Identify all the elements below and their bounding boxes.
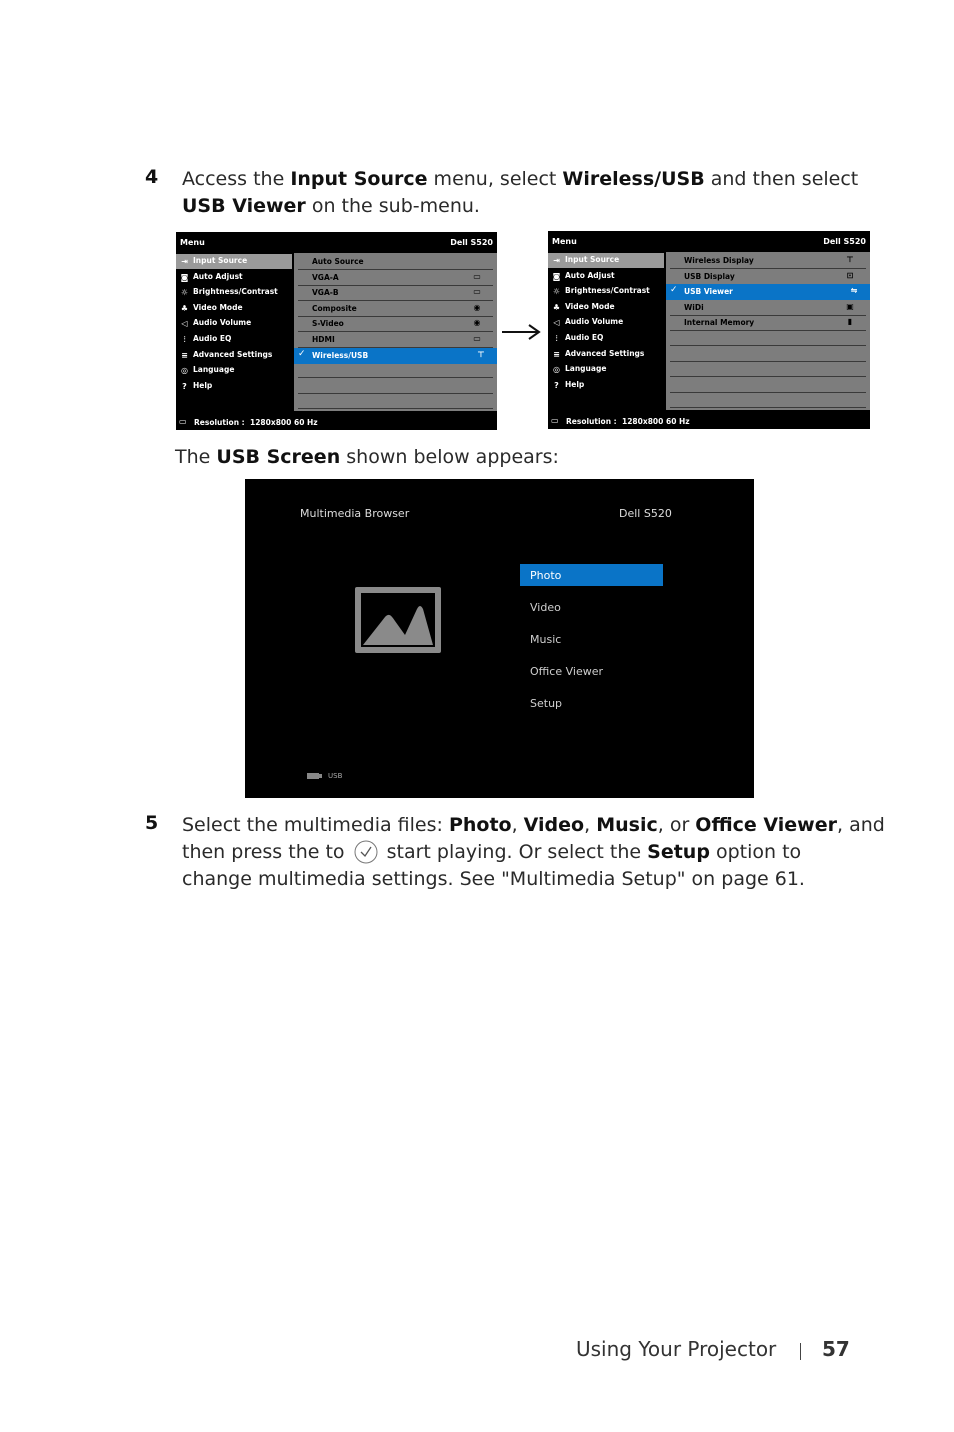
osd-submenu-item-label: S-Video — [312, 319, 344, 329]
step-number: 4 — [145, 166, 159, 188]
osd-submenu-item-label: USB Viewer — [684, 287, 733, 297]
equalizer-icon: ⫶ — [183, 335, 186, 344]
usb-option-video[interactable] — [520, 596, 663, 618]
osd-header — [176, 232, 497, 252]
advanced-settings-icon: ≡ — [181, 350, 188, 360]
internal-memory-icon: ▮ — [847, 317, 853, 327]
osd-submenu-item-label: Auto Source — [312, 257, 364, 266]
resolution-label: Resolution : — [566, 417, 617, 426]
usb-option-label: Video — [530, 601, 561, 614]
osd-submenu-item-label: VGA-B — [312, 288, 339, 298]
osd-menu-item-label: Audio EQ — [193, 334, 232, 343]
osd-submenu-item[interactable] — [298, 285, 493, 301]
osd-menu-item[interactable] — [176, 316, 292, 331]
brightness-icon: ☼ — [552, 287, 561, 297]
resolution-icon: ▭ — [551, 416, 559, 425]
usb-drive-icon — [307, 772, 323, 780]
svideo-port-icon: ◉ — [473, 318, 481, 328]
osd-model-label: Dell S520 — [823, 237, 866, 246]
step4-line1: Access the Input Source menu, select Wireless/USB and then select — [182, 168, 859, 190]
osd-submenu-item-label: VGA-A — [312, 272, 339, 282]
osd-menu-item-label: Input Source — [193, 256, 248, 265]
checkmark-icon: ✓ — [298, 348, 306, 359]
osd-menu-item[interactable] — [548, 331, 664, 346]
osd-submenu-item[interactable] — [298, 316, 493, 332]
osd-footer — [548, 411, 870, 429]
osd-submenu-empty-row — [298, 377, 493, 378]
checkmark-icon: ✓ — [670, 285, 678, 296]
vga-port-icon: ▭ — [473, 271, 481, 281]
composite-port-icon: ◉ — [473, 302, 481, 312]
help-icon: ? — [182, 381, 187, 391]
osd-menu-item[interactable] — [176, 332, 292, 347]
osd-submenu-item-label: Internal Memory — [684, 318, 755, 328]
osd-menu-label: Menu — [552, 237, 577, 246]
input-source-icon: ⇥ — [553, 256, 560, 265]
osd-menu-wireless-usb — [548, 231, 870, 429]
projector-model: Dell S520 — [619, 507, 672, 520]
footer-section-title: Using Your Projector — [576, 1337, 777, 1361]
osd-menu-item-label: Advanced Settings — [565, 348, 645, 358]
osd-menu-item-label: Language — [193, 365, 235, 375]
osd-sub-menu — [294, 253, 497, 411]
usb-option-setup[interactable] — [520, 692, 663, 714]
usb-source-label: USB — [328, 772, 343, 780]
osd-submenu-item-label: Wireless/USB — [312, 350, 369, 360]
osd-menu-item-label: Audio Volume — [193, 318, 252, 328]
vga-port-icon: ▭ — [473, 287, 481, 297]
osd-submenu-item-label: USB Display — [684, 271, 735, 281]
osd-menu-input-source — [176, 232, 497, 430]
usb-option-photo[interactable] — [520, 564, 663, 586]
osd-menu-item[interactable] — [176, 348, 292, 363]
video-mode-icon: ♣ — [180, 303, 189, 313]
osd-footer — [176, 412, 497, 430]
speaker-icon: ◁ — [553, 318, 560, 328]
auto-adjust-icon: ◙ — [180, 272, 189, 282]
equalizer-icon: ⫶ — [555, 334, 558, 343]
hdmi-port-icon: ▭ — [473, 334, 481, 343]
page-number: 57 — [822, 1337, 850, 1361]
osd-submenu-item[interactable] — [298, 254, 493, 270]
usb-screen — [245, 479, 754, 798]
step5-line2: then press the to start playing. Or select the Setup option to — [182, 841, 802, 863]
osd-menu-label: Menu — [180, 238, 205, 247]
osd-menu-item-label: Video Mode — [565, 301, 615, 311]
resolution-value: 1280x800 60 Hz — [622, 417, 690, 426]
osd-submenu-item[interactable] — [298, 270, 493, 286]
osd-menu-item[interactable] — [176, 270, 292, 285]
wireless-antenna-icon: ⊤ — [477, 349, 485, 359]
osd-menu-item[interactable] — [176, 254, 292, 269]
osd-menu-item[interactable] — [548, 362, 664, 377]
osd-submenu-item[interactable] — [666, 284, 870, 300]
osd-submenu-item-label: Wireless Display — [684, 256, 754, 265]
osd-submenu-item[interactable] — [670, 300, 866, 316]
osd-submenu-item[interactable] — [294, 348, 497, 364]
osd-submenu-item[interactable] — [298, 332, 493, 348]
osd-main-menu — [176, 253, 292, 411]
osd-main-menu — [548, 252, 664, 410]
osd-menu-item-label: Video Mode — [193, 302, 243, 312]
osd-menu-item[interactable] — [176, 379, 292, 394]
osd-submenu-item-label: HDMI — [312, 335, 335, 344]
osd-submenu-item[interactable] — [670, 315, 866, 331]
osd-submenu-empty-row — [298, 408, 493, 409]
osd-submenu-empty-row — [670, 392, 866, 393]
osd-menu-item-label: Brightness/Contrast — [565, 286, 650, 296]
osd-menu-item-label: Auto Adjust — [565, 270, 615, 280]
footer-divider — [800, 1343, 801, 1360]
osd-menu-item-label: Auto Adjust — [193, 271, 243, 281]
osd-menu-item-label: Advanced Settings — [193, 349, 273, 359]
input-source-icon: ⇥ — [181, 257, 188, 266]
osd-submenu-item[interactable] — [298, 301, 493, 317]
widi-icon: ▣ — [846, 301, 854, 311]
osd-menu-item[interactable] — [176, 301, 292, 316]
osd-header — [548, 231, 870, 251]
osd-sub-menu — [666, 252, 870, 410]
osd-submenu-item-label: WiDi — [684, 302, 704, 312]
language-icon: ◎ — [181, 366, 188, 376]
usb-option-office-viewer[interactable] — [520, 660, 663, 682]
speaker-icon: ◁ — [181, 319, 188, 329]
osd-menu-item[interactable] — [548, 347, 664, 362]
osd-submenu-empty-row — [670, 407, 866, 408]
osd-menu-item-label: Language — [565, 364, 607, 374]
osd-menu-item-label: Audio EQ — [565, 333, 604, 342]
brightness-icon: ☼ — [180, 288, 189, 298]
help-icon: ? — [554, 380, 559, 390]
advanced-settings-icon: ≡ — [553, 349, 560, 359]
usb-option-label: Setup — [530, 697, 563, 710]
checkmark-button-icon — [353, 840, 379, 864]
right-arrow-icon — [500, 322, 542, 342]
osd-menu-item[interactable] — [548, 315, 664, 330]
osd-menu-item[interactable] — [548, 269, 664, 284]
osd-menu-item-label: Input Source — [565, 255, 620, 264]
osd-submenu-item[interactable] — [670, 269, 866, 285]
osd-menu-item[interactable] — [548, 284, 664, 299]
photo-placeholder-icon — [355, 587, 441, 653]
osd-menu-item-label: Help — [193, 380, 213, 390]
usb-intro-text: The USB Screen shown below appears: — [175, 446, 559, 468]
usb-option-music[interactable] — [520, 628, 663, 650]
resolution-value: 1280x800 60 Hz — [250, 418, 318, 427]
osd-submenu-empty-row — [670, 376, 866, 377]
multimedia-browser-title: Multimedia Browser — [300, 507, 410, 520]
osd-submenu-empty-row — [670, 361, 866, 362]
osd-submenu-item-label: Composite — [312, 303, 357, 313]
step4-line2: USB Viewer on the sub-menu. — [182, 195, 480, 217]
auto-adjust-icon: ◙ — [552, 271, 561, 281]
osd-menu-item[interactable] — [176, 363, 292, 378]
wireless-antenna-icon: ⊤ — [846, 255, 854, 264]
usb-option-label: Photo — [530, 569, 562, 582]
osd-submenu-empty-row — [670, 345, 866, 346]
osd-menu-item[interactable] — [548, 378, 664, 393]
usb-option-label: Office Viewer — [530, 665, 603, 678]
usb-icon: ⇋ — [850, 286, 858, 296]
osd-menu-item[interactable] — [176, 285, 292, 300]
osd-menu-item[interactable] — [548, 300, 664, 315]
osd-menu-item[interactable] — [548, 253, 664, 268]
osd-menu-item-label: Brightness/Contrast — [193, 287, 278, 297]
osd-menu-item-label: Help — [565, 379, 585, 389]
osd-menu-item-label: Audio Volume — [565, 317, 624, 327]
step5-line3: change multimedia settings. See "Multimedia Setup" on page 61. — [182, 868, 805, 890]
usb-display-icon: ⊡ — [846, 270, 854, 280]
usb-option-label: Music — [530, 633, 562, 646]
step-number: 5 — [145, 812, 159, 834]
osd-submenu-empty-row — [298, 393, 493, 394]
video-mode-icon: ♣ — [552, 302, 561, 312]
step5-line1: Select the multimedia files: Photo, Video, Music, or Office Viewer, and — [182, 814, 885, 836]
resolution-label: Resolution : — [194, 418, 245, 427]
resolution-icon: ▭ — [179, 417, 187, 426]
language-icon: ◎ — [553, 365, 560, 375]
osd-model-label: Dell S520 — [450, 238, 493, 247]
osd-submenu-item[interactable] — [670, 253, 866, 269]
